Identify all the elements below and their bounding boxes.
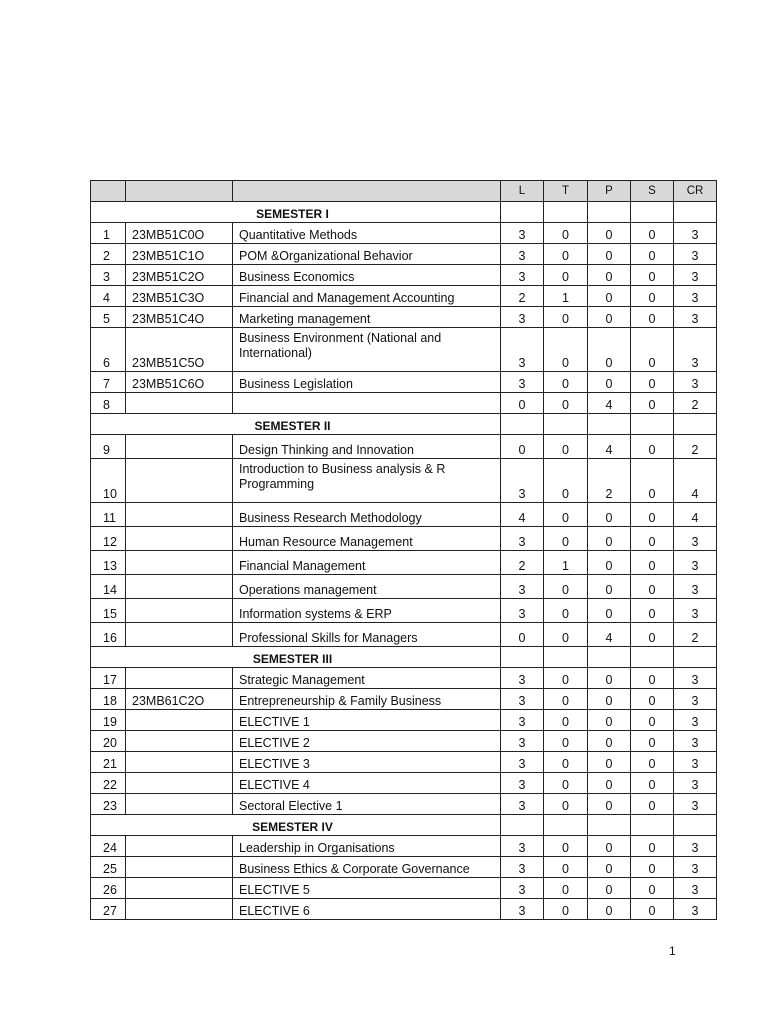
course-code xyxy=(126,503,233,527)
course-p-value: 4 xyxy=(588,623,631,647)
course-row xyxy=(91,575,717,599)
semester-empty-cell xyxy=(588,815,631,836)
course-l-value: 3 xyxy=(501,689,544,710)
course-code xyxy=(126,459,233,503)
header-cell-code xyxy=(126,181,233,202)
course-code xyxy=(126,773,233,794)
course-number: 25 xyxy=(91,857,126,878)
course-s-value: 0 xyxy=(631,393,674,414)
course-title: Business Economics xyxy=(233,265,501,286)
semester-empty-cell xyxy=(631,202,674,223)
course-row xyxy=(91,857,717,878)
course-code: 23MB51C3O xyxy=(126,286,233,307)
course-cr-value: 3 xyxy=(674,836,717,857)
course-p-value: 0 xyxy=(588,752,631,773)
course-cr-value: 3 xyxy=(674,244,717,265)
header-cell-l: L xyxy=(501,181,544,202)
course-cr-value: 3 xyxy=(674,265,717,286)
course-title: Sectoral Elective 1 xyxy=(233,794,501,815)
semester-empty-cell xyxy=(501,815,544,836)
course-code: 23MB51C4O xyxy=(126,307,233,328)
course-t-value: 0 xyxy=(544,623,588,647)
header-cell-t: T xyxy=(544,181,588,202)
course-s-value: 0 xyxy=(631,527,674,551)
course-p-value: 0 xyxy=(588,836,631,857)
semester-empty-cell xyxy=(501,414,544,435)
course-cr-value: 3 xyxy=(674,710,717,731)
course-p-value: 0 xyxy=(588,599,631,623)
semester-header-row xyxy=(91,815,717,836)
course-s-value: 0 xyxy=(631,773,674,794)
semester-empty-cell xyxy=(544,202,588,223)
course-t-value: 0 xyxy=(544,527,588,551)
course-t-value: 0 xyxy=(544,836,588,857)
course-title: Human Resource Management xyxy=(233,527,501,551)
course-code xyxy=(126,899,233,920)
course-t-value: 0 xyxy=(544,328,588,372)
course-title: Marketing management xyxy=(233,307,501,328)
course-l-value: 3 xyxy=(501,372,544,393)
course-p-value: 0 xyxy=(588,710,631,731)
course-p-value: 0 xyxy=(588,244,631,265)
course-l-value: 2 xyxy=(501,286,544,307)
course-code xyxy=(126,435,233,459)
course-code xyxy=(126,599,233,623)
course-s-value: 0 xyxy=(631,878,674,899)
course-cr-value: 3 xyxy=(674,372,717,393)
semester-title: SEMESTER IV xyxy=(91,815,501,836)
course-cr-value: 3 xyxy=(674,328,717,372)
course-title: Business Environment (National and International) xyxy=(233,328,501,372)
course-p-value: 0 xyxy=(588,286,631,307)
course-cr-value: 3 xyxy=(674,752,717,773)
course-title: Strategic Management xyxy=(233,668,501,689)
header-cell-title xyxy=(233,181,501,202)
course-title: Business Ethics & Corporate Governance xyxy=(233,857,501,878)
course-p-value: 4 xyxy=(588,435,631,459)
course-l-value: 3 xyxy=(501,307,544,328)
course-cr-value: 3 xyxy=(674,668,717,689)
course-t-value: 0 xyxy=(544,503,588,527)
course-s-value: 0 xyxy=(631,794,674,815)
course-p-value: 0 xyxy=(588,731,631,752)
course-code xyxy=(126,623,233,647)
course-code xyxy=(126,527,233,551)
course-row xyxy=(91,527,717,551)
course-code xyxy=(126,878,233,899)
course-cr-value: 3 xyxy=(674,527,717,551)
course-t-value: 0 xyxy=(544,878,588,899)
course-t-value: 1 xyxy=(544,286,588,307)
course-cr-value: 3 xyxy=(674,794,717,815)
course-title: Professional Skills for Managers xyxy=(233,623,501,647)
course-cr-value: 3 xyxy=(674,857,717,878)
course-code xyxy=(126,551,233,575)
course-s-value: 0 xyxy=(631,689,674,710)
course-t-value: 0 xyxy=(544,393,588,414)
course-code xyxy=(126,731,233,752)
course-number: 22 xyxy=(91,773,126,794)
course-s-value: 0 xyxy=(631,459,674,503)
table-header-row xyxy=(91,181,717,202)
course-s-value: 0 xyxy=(631,307,674,328)
course-cr-value: 3 xyxy=(674,551,717,575)
course-l-value: 3 xyxy=(501,668,544,689)
course-number: 12 xyxy=(91,527,126,551)
course-t-value: 0 xyxy=(544,372,588,393)
course-p-value: 4 xyxy=(588,393,631,414)
course-t-value: 0 xyxy=(544,794,588,815)
semester-empty-cell xyxy=(544,647,588,668)
course-code xyxy=(126,794,233,815)
course-row xyxy=(91,668,717,689)
course-p-value: 0 xyxy=(588,503,631,527)
course-l-value: 3 xyxy=(501,575,544,599)
course-p-value: 0 xyxy=(588,878,631,899)
course-row xyxy=(91,794,717,815)
course-row xyxy=(91,710,717,731)
course-title: ELECTIVE 6 xyxy=(233,899,501,920)
course-title: Introduction to Business analysis & R Programming xyxy=(233,459,501,503)
semester-title: SEMESTER II xyxy=(91,414,501,435)
course-t-value: 0 xyxy=(544,307,588,328)
course-s-value: 0 xyxy=(631,223,674,244)
course-number: 3 xyxy=(91,265,126,286)
course-t-value: 0 xyxy=(544,265,588,286)
semester-empty-cell xyxy=(501,647,544,668)
course-l-value: 3 xyxy=(501,710,544,731)
course-s-value: 0 xyxy=(631,752,674,773)
semester-empty-cell xyxy=(544,815,588,836)
course-title: ELECTIVE 1 xyxy=(233,710,501,731)
course-t-value: 0 xyxy=(544,731,588,752)
course-cr-value: 3 xyxy=(674,773,717,794)
course-row xyxy=(91,307,717,328)
course-cr-value: 4 xyxy=(674,503,717,527)
course-s-value: 0 xyxy=(631,710,674,731)
course-code: 23MB61C2O xyxy=(126,689,233,710)
course-t-value: 0 xyxy=(544,689,588,710)
course-number: 8 xyxy=(91,393,126,414)
course-row xyxy=(91,623,717,647)
course-p-value: 0 xyxy=(588,899,631,920)
course-row xyxy=(91,899,717,920)
course-code xyxy=(126,710,233,731)
course-row xyxy=(91,328,717,372)
course-s-value: 0 xyxy=(631,731,674,752)
course-title: ELECTIVE 4 xyxy=(233,773,501,794)
course-l-value: 3 xyxy=(501,527,544,551)
course-l-value: 4 xyxy=(501,503,544,527)
course-title: ELECTIVE 3 xyxy=(233,752,501,773)
course-p-value: 0 xyxy=(588,794,631,815)
course-cr-value: 3 xyxy=(674,599,717,623)
course-p-value: 0 xyxy=(588,328,631,372)
course-s-value: 0 xyxy=(631,435,674,459)
course-l-value: 3 xyxy=(501,265,544,286)
header-cell-number xyxy=(91,181,126,202)
course-title: Business Legislation xyxy=(233,372,501,393)
course-t-value: 0 xyxy=(544,899,588,920)
semester-header-row xyxy=(91,414,717,435)
course-code xyxy=(126,393,233,414)
course-row xyxy=(91,689,717,710)
semester-empty-cell xyxy=(631,414,674,435)
course-p-value: 0 xyxy=(588,668,631,689)
course-t-value: 0 xyxy=(544,710,588,731)
course-row xyxy=(91,393,717,414)
course-row xyxy=(91,459,717,503)
course-number: 5 xyxy=(91,307,126,328)
semester-empty-cell xyxy=(631,647,674,668)
course-p-value: 0 xyxy=(588,689,631,710)
course-cr-value: 2 xyxy=(674,623,717,647)
course-number: 4 xyxy=(91,286,126,307)
course-s-value: 0 xyxy=(631,244,674,265)
course-row xyxy=(91,878,717,899)
course-code xyxy=(126,668,233,689)
course-number: 20 xyxy=(91,731,126,752)
course-p-value: 0 xyxy=(588,372,631,393)
course-number: 10 xyxy=(91,459,126,503)
course-l-value: 3 xyxy=(501,599,544,623)
semester-header-row xyxy=(91,647,717,668)
course-t-value: 0 xyxy=(544,435,588,459)
course-row xyxy=(91,599,717,623)
course-title: Quantitative Methods xyxy=(233,223,501,244)
course-row xyxy=(91,265,717,286)
course-code xyxy=(126,857,233,878)
course-row xyxy=(91,752,717,773)
course-title: ELECTIVE 5 xyxy=(233,878,501,899)
course-number: 16 xyxy=(91,623,126,647)
course-cr-value: 3 xyxy=(674,307,717,328)
course-title: Design Thinking and Innovation xyxy=(233,435,501,459)
course-cr-value: 3 xyxy=(674,878,717,899)
course-s-value: 0 xyxy=(631,899,674,920)
course-l-value: 3 xyxy=(501,899,544,920)
course-s-value: 0 xyxy=(631,286,674,307)
course-t-value: 0 xyxy=(544,223,588,244)
course-s-value: 0 xyxy=(631,372,674,393)
course-number: 1 xyxy=(91,223,126,244)
course-l-value: 3 xyxy=(501,752,544,773)
course-l-value: 3 xyxy=(501,328,544,372)
course-title: Financial Management xyxy=(233,551,501,575)
course-s-value: 0 xyxy=(631,575,674,599)
course-title: Information systems & ERP xyxy=(233,599,501,623)
semester-empty-cell xyxy=(588,202,631,223)
course-cr-value: 2 xyxy=(674,393,717,414)
course-s-value: 0 xyxy=(631,265,674,286)
semester-empty-cell xyxy=(674,815,717,836)
course-t-value: 0 xyxy=(544,575,588,599)
course-cr-value: 3 xyxy=(674,575,717,599)
course-code xyxy=(126,575,233,599)
semester-empty-cell xyxy=(674,414,717,435)
table-body xyxy=(91,181,717,920)
course-number: 6 xyxy=(91,328,126,372)
course-s-value: 0 xyxy=(631,599,674,623)
course-l-value: 0 xyxy=(501,393,544,414)
course-code: 23MB51C1O xyxy=(126,244,233,265)
course-cr-value: 2 xyxy=(674,435,717,459)
semester-empty-cell xyxy=(631,815,674,836)
course-number: 19 xyxy=(91,710,126,731)
semester-title: SEMESTER III xyxy=(91,647,501,668)
course-number: 17 xyxy=(91,668,126,689)
semester-header-row xyxy=(91,202,717,223)
course-title: POM &Organizational Behavior xyxy=(233,244,501,265)
semester-empty-cell xyxy=(674,202,717,223)
course-title: Entrepreneurship & Family Business xyxy=(233,689,501,710)
course-structure-table xyxy=(90,180,717,920)
semester-empty-cell xyxy=(588,647,631,668)
course-l-value: 3 xyxy=(501,244,544,265)
course-p-value: 0 xyxy=(588,527,631,551)
course-l-value: 3 xyxy=(501,857,544,878)
course-code: 23MB51C6O xyxy=(126,372,233,393)
course-cr-value: 3 xyxy=(674,731,717,752)
course-title: Operations management xyxy=(233,575,501,599)
course-number: 21 xyxy=(91,752,126,773)
semester-empty-cell xyxy=(588,414,631,435)
course-number: 23 xyxy=(91,794,126,815)
course-code xyxy=(126,752,233,773)
course-l-value: 2 xyxy=(501,551,544,575)
course-number: 26 xyxy=(91,878,126,899)
course-l-value: 3 xyxy=(501,459,544,503)
course-p-value: 0 xyxy=(588,551,631,575)
course-p-value: 0 xyxy=(588,857,631,878)
course-title: Financial and Management Accounting xyxy=(233,286,501,307)
course-code: 23MB51C5O xyxy=(126,328,233,372)
semester-empty-cell xyxy=(544,414,588,435)
course-s-value: 0 xyxy=(631,857,674,878)
course-p-value: 0 xyxy=(588,307,631,328)
course-s-value: 0 xyxy=(631,328,674,372)
course-title xyxy=(233,393,501,414)
course-title: ELECTIVE 2 xyxy=(233,731,501,752)
header-cell-cr: CR xyxy=(674,181,717,202)
course-l-value: 3 xyxy=(501,794,544,815)
course-l-value: 0 xyxy=(501,623,544,647)
course-row xyxy=(91,435,717,459)
course-row xyxy=(91,244,717,265)
course-s-value: 0 xyxy=(631,836,674,857)
course-number: 27 xyxy=(91,899,126,920)
course-row xyxy=(91,836,717,857)
course-p-value: 0 xyxy=(588,575,631,599)
semester-empty-cell xyxy=(501,202,544,223)
course-row xyxy=(91,731,717,752)
course-t-value: 0 xyxy=(544,773,588,794)
course-s-value: 0 xyxy=(631,551,674,575)
course-l-value: 3 xyxy=(501,773,544,794)
page-number: 1 xyxy=(669,944,676,958)
header-cell-s: S xyxy=(631,181,674,202)
course-s-value: 0 xyxy=(631,668,674,689)
course-code: 23MB51C0O xyxy=(126,223,233,244)
course-row xyxy=(91,223,717,244)
course-title: Leadership in Organisations xyxy=(233,836,501,857)
course-s-value: 0 xyxy=(631,623,674,647)
course-row xyxy=(91,773,717,794)
course-number: 9 xyxy=(91,435,126,459)
course-cr-value: 4 xyxy=(674,459,717,503)
course-number: 15 xyxy=(91,599,126,623)
course-row xyxy=(91,551,717,575)
course-t-value: 0 xyxy=(544,668,588,689)
course-number: 24 xyxy=(91,836,126,857)
course-t-value: 0 xyxy=(544,459,588,503)
course-number: 13 xyxy=(91,551,126,575)
course-cr-value: 3 xyxy=(674,286,717,307)
course-title: Business Research Methodology xyxy=(233,503,501,527)
course-s-value: 0 xyxy=(631,503,674,527)
course-t-value: 0 xyxy=(544,599,588,623)
header-cell-p: P xyxy=(588,181,631,202)
course-row xyxy=(91,372,717,393)
course-number: 2 xyxy=(91,244,126,265)
course-code: 23MB51C2O xyxy=(126,265,233,286)
course-cr-value: 3 xyxy=(674,689,717,710)
course-code xyxy=(126,836,233,857)
course-p-value: 0 xyxy=(588,265,631,286)
course-number: 7 xyxy=(91,372,126,393)
course-cr-value: 3 xyxy=(674,223,717,244)
course-l-value: 0 xyxy=(501,435,544,459)
course-t-value: 0 xyxy=(544,752,588,773)
course-p-value: 2 xyxy=(588,459,631,503)
course-number: 11 xyxy=(91,503,126,527)
course-l-value: 3 xyxy=(501,836,544,857)
course-number: 14 xyxy=(91,575,126,599)
course-p-value: 0 xyxy=(588,223,631,244)
course-l-value: 3 xyxy=(501,731,544,752)
course-l-value: 3 xyxy=(501,878,544,899)
course-l-value: 3 xyxy=(501,223,544,244)
course-row xyxy=(91,286,717,307)
course-p-value: 0 xyxy=(588,773,631,794)
course-t-value: 0 xyxy=(544,857,588,878)
course-t-value: 0 xyxy=(544,244,588,265)
course-cr-value: 3 xyxy=(674,899,717,920)
course-row xyxy=(91,503,717,527)
course-t-value: 1 xyxy=(544,551,588,575)
semester-title: SEMESTER I xyxy=(91,202,501,223)
semester-empty-cell xyxy=(674,647,717,668)
course-number: 18 xyxy=(91,689,126,710)
